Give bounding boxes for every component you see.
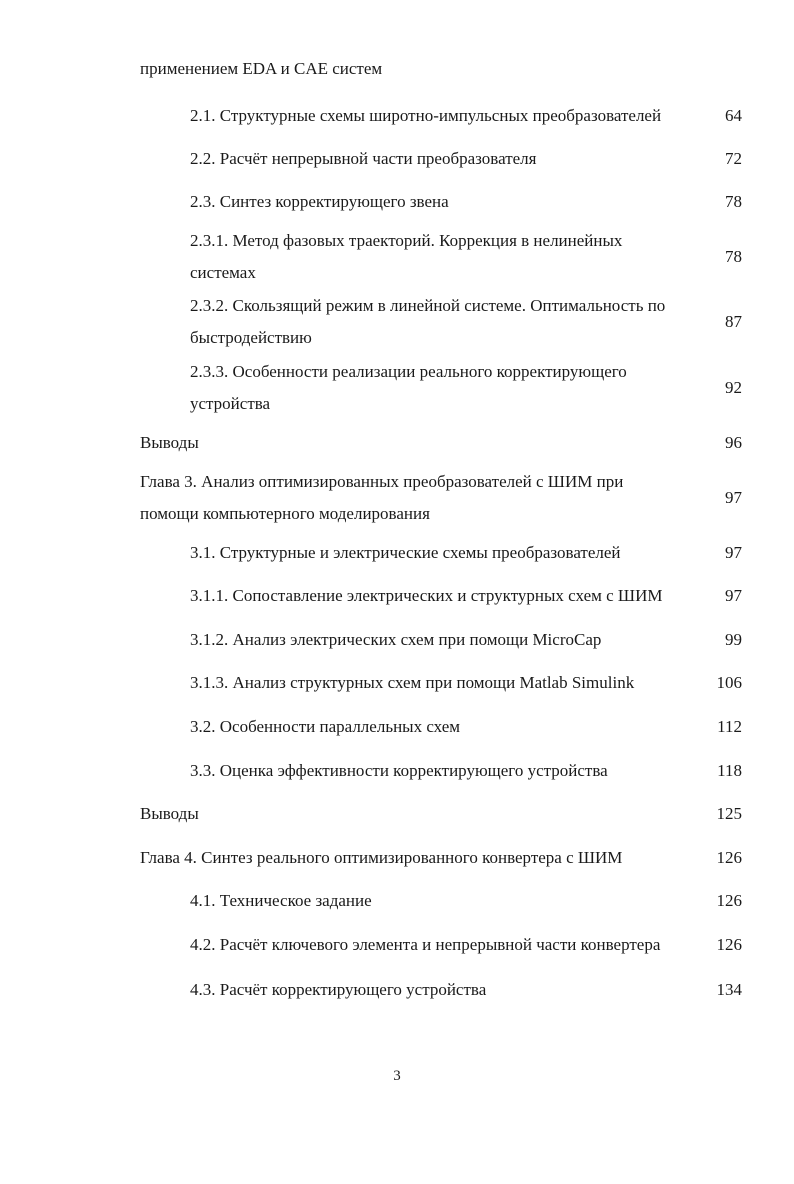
toc-entry — [0, 191, 794, 213]
toc-entry — [0, 629, 794, 651]
toc-entry-page: 64 — [725, 106, 742, 125]
toc-entry-title-line: помощи компьютерного моделирования — [140, 504, 430, 523]
toc-entry — [0, 890, 794, 912]
toc-chapter-entry — [0, 466, 794, 530]
toc-entry-title: 3.2. Особенности параллельных схем — [190, 717, 461, 736]
toc-entry — [0, 356, 794, 420]
toc-entry-page: 97 — [725, 488, 742, 507]
toc-entry-page: 97 — [725, 543, 742, 562]
toc-entry — [0, 803, 794, 825]
toc-entry — [0, 716, 794, 738]
toc-entry — [0, 225, 794, 289]
toc-entry — [0, 934, 794, 956]
toc-entry-title-line: Глава 3. Анализ оптимизированных преобразователей с ШИМ при — [140, 472, 624, 491]
toc-entry-title: 4.3. Расчёт корректирующего устройства — [190, 980, 487, 999]
toc-entry — [0, 432, 794, 454]
toc-entry-title: 3.1.3. Анализ структурных схем при помощи Matlab Simulink — [190, 673, 635, 692]
toc-entry — [0, 672, 794, 694]
toc-entry-page: 97 — [725, 586, 742, 605]
toc-entry — [0, 542, 794, 564]
toc-entry — [0, 760, 794, 782]
toc-entry-page: 78 — [725, 192, 742, 211]
toc-chapter-entry — [0, 847, 794, 869]
toc-entry-page: 112 — [717, 717, 742, 736]
toc-entry-title: Выводы — [140, 433, 199, 452]
toc-entry-page: 126 — [716, 935, 742, 954]
toc-entry-title: 3.3. Оценка эффективности корректирующего устройства — [190, 761, 608, 780]
toc-entry-title: 2.3. Синтез корректирующего звена — [190, 192, 449, 211]
toc-entry-page: 126 — [716, 848, 742, 867]
toc-entry-page: 99 — [725, 630, 742, 649]
toc-entry-title: 3.1. Структурные и электрические схемы преобразователей — [190, 543, 621, 562]
toc-entry — [0, 290, 794, 354]
toc-entry-page: 125 — [716, 804, 742, 823]
toc-entry-title: Выводы — [140, 804, 199, 823]
toc-entry-title-line: 2.3.3. Особенности реализации реального корректирующего — [190, 362, 627, 381]
toc-entry-title: 3.1.2. Анализ электрических схем при помощи MicroCap — [190, 630, 602, 649]
page-number: 3 — [393, 1068, 401, 1084]
toc-entry-page: 106 — [716, 673, 742, 692]
toc-entry-title — [140, 466, 685, 530]
toc-entry-page: 78 — [725, 247, 742, 266]
toc-entry-title — [190, 356, 700, 420]
toc-entry-title — [190, 225, 700, 289]
toc-entry-title-line: 2.3.2. Скользящий режим в линейной системе. Оптимальность по — [190, 296, 666, 315]
toc-entry-title: 2.1. Структурные схемы широтно-импульсных преобразователей — [190, 106, 662, 125]
toc-entry-title-line: 2.3.1. Метод фазовых траекторий. Коррекция в нелинейных — [190, 231, 623, 250]
toc-entry-title: 3.1.1. Сопоставление электрических и структурных схем с ШИМ — [190, 586, 663, 605]
toc-entry — [0, 979, 794, 1001]
toc-continuation-line: применением EDA и CAE систем — [140, 59, 383, 78]
toc-entry-title-line: устройства — [190, 394, 271, 413]
toc-entry — [0, 148, 794, 170]
toc-entry-title: 4.1. Техническое задание — [190, 891, 372, 910]
toc-entry-page: 126 — [716, 891, 742, 910]
toc-entry-title-line: системах — [190, 263, 256, 282]
toc-entry-title-line: быстродействию — [190, 328, 312, 347]
toc-entry-title: 4.2. Расчёт ключевого элемента и непрерывной части конвертера — [190, 935, 661, 954]
toc-entry-page: 72 — [725, 149, 742, 168]
toc-entry-page: 92 — [725, 378, 742, 397]
toc-entry — [0, 105, 794, 127]
toc-entry-page: 118 — [717, 761, 742, 780]
toc-entry — [0, 585, 794, 607]
toc-entry-title — [190, 290, 700, 354]
toc-entry-page: 134 — [716, 980, 742, 999]
toc-entry-page: 96 — [725, 433, 742, 452]
toc-entry-page: 87 — [725, 312, 742, 331]
toc-entry-title: 2.2. Расчёт непрерывной части преобразователя — [190, 149, 537, 168]
toc-entry-title: Глава 4. Синтез реального оптимизированного конвертера с ШИМ — [140, 848, 623, 867]
